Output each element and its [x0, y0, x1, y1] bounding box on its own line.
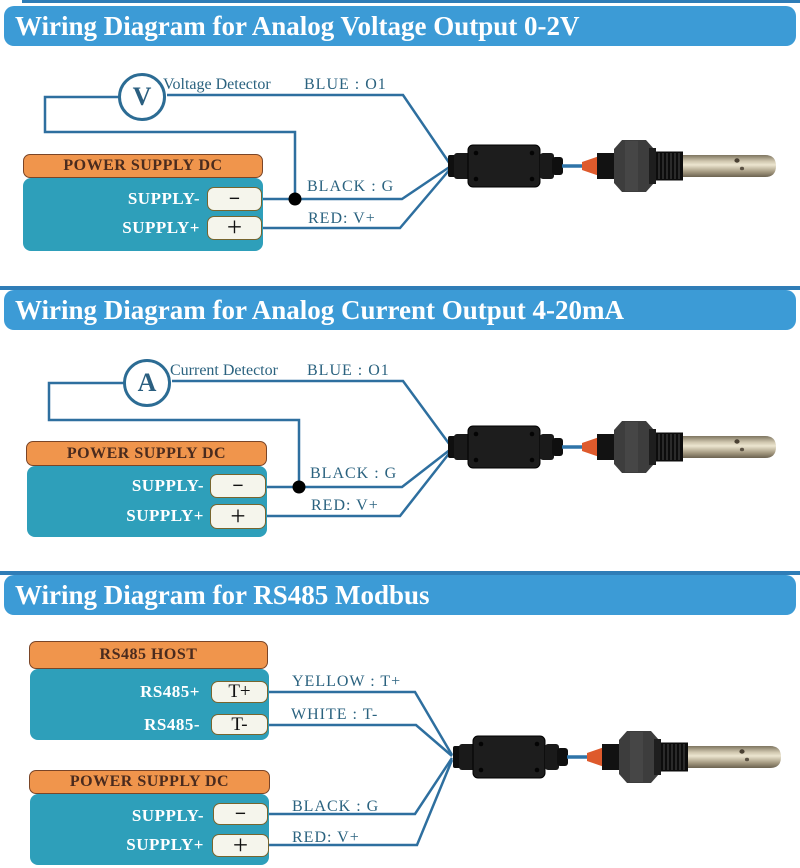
wire-label-red: RED: V+	[292, 829, 360, 846]
supply-minus-label: SUPPLY-	[127, 189, 200, 208]
wire-junction-dot	[289, 193, 302, 206]
current-detector-icon	[123, 359, 171, 407]
voltage-detector-symbol: V	[132, 82, 152, 111]
supply-plus-label: SUPPLY+	[126, 835, 204, 854]
wire-label-yellow: YELLOW : T+	[292, 673, 402, 690]
power-supply-header	[26, 441, 267, 466]
wire-label-red: RED: V+	[308, 210, 376, 227]
power-supply-header	[23, 154, 263, 178]
wire-label-blue: BLUE : O1	[304, 76, 387, 93]
terminal-plus: +	[212, 834, 269, 857]
wire-junction-dot	[293, 481, 306, 494]
terminal-minus: −	[213, 803, 268, 825]
terminal-minus: −	[210, 474, 266, 498]
conductivity-sensor-graphic	[448, 140, 776, 192]
section1-title: Wiring Diagram for Analog Voltage Output 0-2V	[15, 11, 580, 41]
detector-label: Voltage Detector	[163, 76, 271, 93]
section3-title: Wiring Diagram for RS485 Modbus	[15, 580, 430, 610]
terminal-minus: −	[207, 187, 262, 211]
rs485-host-title: RS485 HOST	[99, 646, 198, 663]
wire-label-black: BLACK : G	[307, 178, 395, 195]
supply-minus-label: SUPPLY-	[131, 476, 204, 495]
terminal-t-minus: T-	[211, 714, 268, 735]
current-detector-symbol: A	[137, 368, 157, 397]
wire-label-black: BLACK : G	[292, 798, 380, 815]
wire-label-red: RED: V+	[311, 497, 379, 514]
terminal-plus: +	[207, 216, 262, 240]
voltage-detector-icon	[118, 73, 166, 121]
terminal-plus: +	[210, 504, 266, 529]
power-supply-title: POWER SUPPLY DC	[69, 773, 230, 790]
terminal-t-plus: T+	[211, 681, 268, 703]
section2-title-banner	[4, 290, 796, 330]
supply-minus-label: SUPPLY-	[131, 806, 204, 825]
conductivity-sensor-graphic	[448, 421, 776, 473]
section1-title-banner	[4, 6, 796, 46]
supply-plus-label: SUPPLY+	[122, 218, 200, 237]
power-supply-header	[29, 770, 270, 794]
conductivity-sensor-graphic	[453, 731, 781, 783]
rs485-plus-label: RS485+	[140, 682, 200, 701]
detector-label: Current Detector	[170, 362, 278, 379]
wire-label-black: BLACK : G	[310, 465, 398, 482]
rs485-minus-label: RS485-	[144, 715, 200, 734]
wire-label-blue: BLUE : O1	[307, 362, 390, 379]
power-supply-title: POWER SUPPLY DC	[66, 444, 227, 462]
power-supply-title: POWER SUPPLY DC	[63, 157, 223, 174]
section2-title: Wiring Diagram for Analog Current Output 4-20mA	[15, 295, 625, 325]
section3-title-banner	[4, 575, 796, 615]
wire-label-white: WHITE : T-	[291, 706, 379, 723]
supply-plus-label: SUPPLY+	[126, 506, 204, 525]
rs485-host-header	[29, 641, 268, 669]
